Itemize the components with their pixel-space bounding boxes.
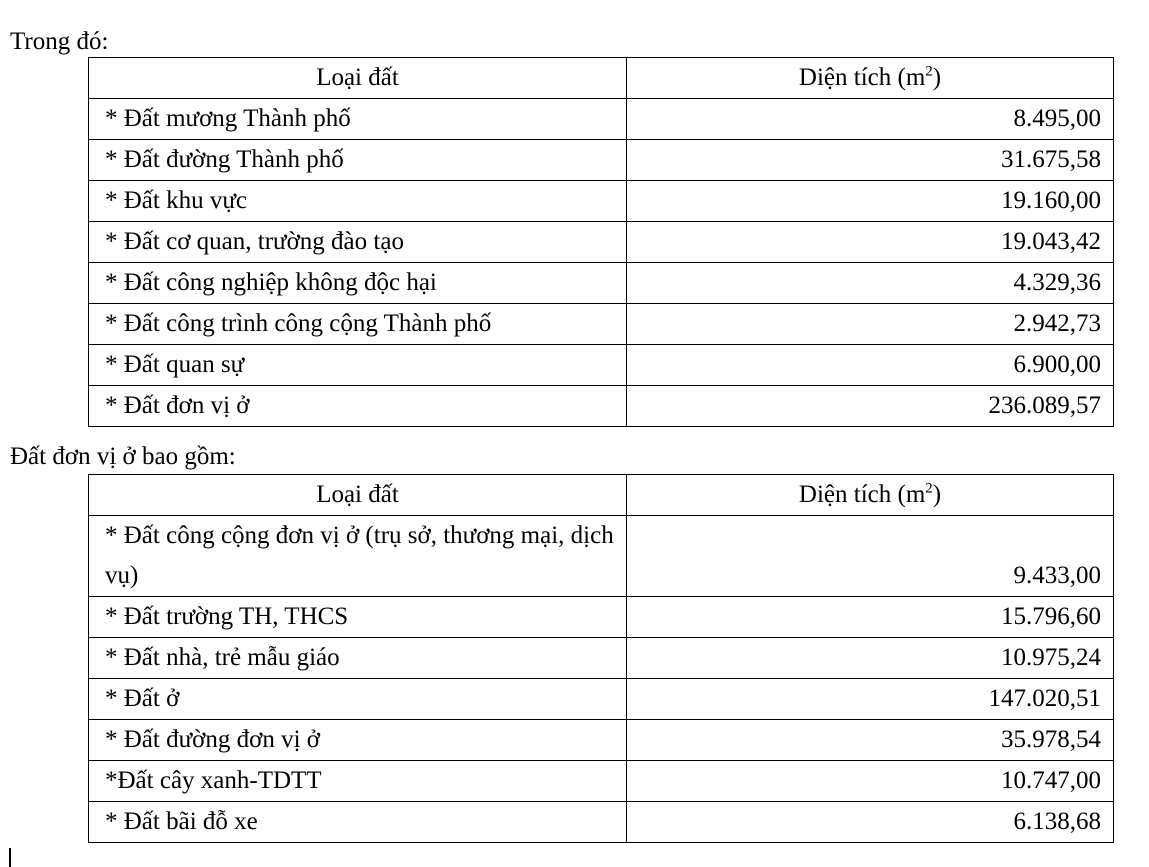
land-type-cell: * Đất công trình công cộng Thành phố — [89, 304, 627, 345]
land-type-cell: * Đất đường Thành phố — [89, 140, 627, 181]
header-area-close: ) — [932, 64, 942, 91]
area-cell: 19.160,00 — [627, 181, 1114, 222]
area-cell: 10.975,24 — [627, 638, 1114, 679]
land-type-cell: * Đất mương Thành phố — [89, 99, 627, 140]
land-type-cell: *Đất cây xanh-TDTT — [89, 761, 627, 802]
land-area-table-1 — [88, 57, 1114, 427]
land-type-cell: * Đất công cộng đơn vị ở (trụ sở, thương mại, dịch vụ) — [89, 516, 627, 597]
table-row — [89, 720, 1114, 761]
table-row — [89, 802, 1114, 843]
area-cell: 15.796,60 — [627, 597, 1114, 638]
table-row — [89, 345, 1114, 386]
table-row — [89, 181, 1114, 222]
land-type-cell: * Đất trường TH, THCS — [89, 597, 627, 638]
land-type-cell: * Đất khu vực — [89, 181, 627, 222]
header-area-superscript: 2 — [925, 480, 933, 497]
intro-paragraph-2: Đất đơn vị ở bao gồm: — [10, 443, 236, 470]
table-row — [89, 140, 1114, 181]
table-row — [89, 222, 1114, 263]
table-row — [89, 597, 1114, 638]
header-area — [627, 475, 1114, 516]
table-header-row — [89, 475, 1114, 516]
header-area-label: Diện tích (m — [798, 64, 926, 91]
land-type-cell: * Đất quan sự — [89, 345, 627, 386]
area-cell: 236.089,57 — [627, 386, 1114, 427]
table-row — [89, 516, 1114, 597]
area-cell: 19.043,42 — [627, 222, 1114, 263]
table-row — [89, 679, 1114, 720]
area-cell: 35.978,54 — [627, 720, 1114, 761]
text-cursor — [9, 848, 11, 867]
table-row — [89, 638, 1114, 679]
land-type-cell: * Đất ở — [89, 679, 627, 720]
header-area-label: Diện tích (m — [798, 481, 926, 508]
table-row — [89, 99, 1114, 140]
table-row — [89, 386, 1114, 427]
area-cell: 31.675,58 — [627, 140, 1114, 181]
header-land-type: Loại đất — [89, 58, 627, 99]
table-row — [89, 263, 1114, 304]
table-row — [89, 761, 1114, 802]
area-cell: 2.942,73 — [627, 304, 1114, 345]
land-type-cell: * Đất bãi đỗ xe — [89, 802, 627, 843]
intro-paragraph-1: Trong đó: — [10, 28, 109, 55]
land-type-cell: * Đất đường đơn vị ở — [89, 720, 627, 761]
land-type-cell: * Đất công nghiệp không độc hại — [89, 263, 627, 304]
header-land-type: Loại đất — [89, 475, 627, 516]
land-area-table-2 — [88, 474, 1114, 843]
area-cell: 4.329,36 — [627, 263, 1114, 304]
table-header-row — [89, 58, 1114, 99]
area-cell: 9.433,00 — [627, 516, 1114, 597]
land-type-cell: * Đất đơn vị ở — [89, 386, 627, 427]
header-area-close: ) — [932, 481, 942, 508]
land-type-cell: * Đất cơ quan, trường đào tạo — [89, 222, 627, 263]
area-cell: 6.138,68 — [627, 802, 1114, 843]
area-cell: 147.020,51 — [627, 679, 1114, 720]
header-area — [627, 58, 1114, 99]
area-cell: 10.747,00 — [627, 761, 1114, 802]
area-cell: 8.495,00 — [627, 99, 1114, 140]
area-cell: 6.900,00 — [627, 345, 1114, 386]
table-row — [89, 304, 1114, 345]
header-area-superscript: 2 — [925, 63, 933, 80]
land-type-cell: * Đất nhà, trẻ mẫu giáo — [89, 638, 627, 679]
